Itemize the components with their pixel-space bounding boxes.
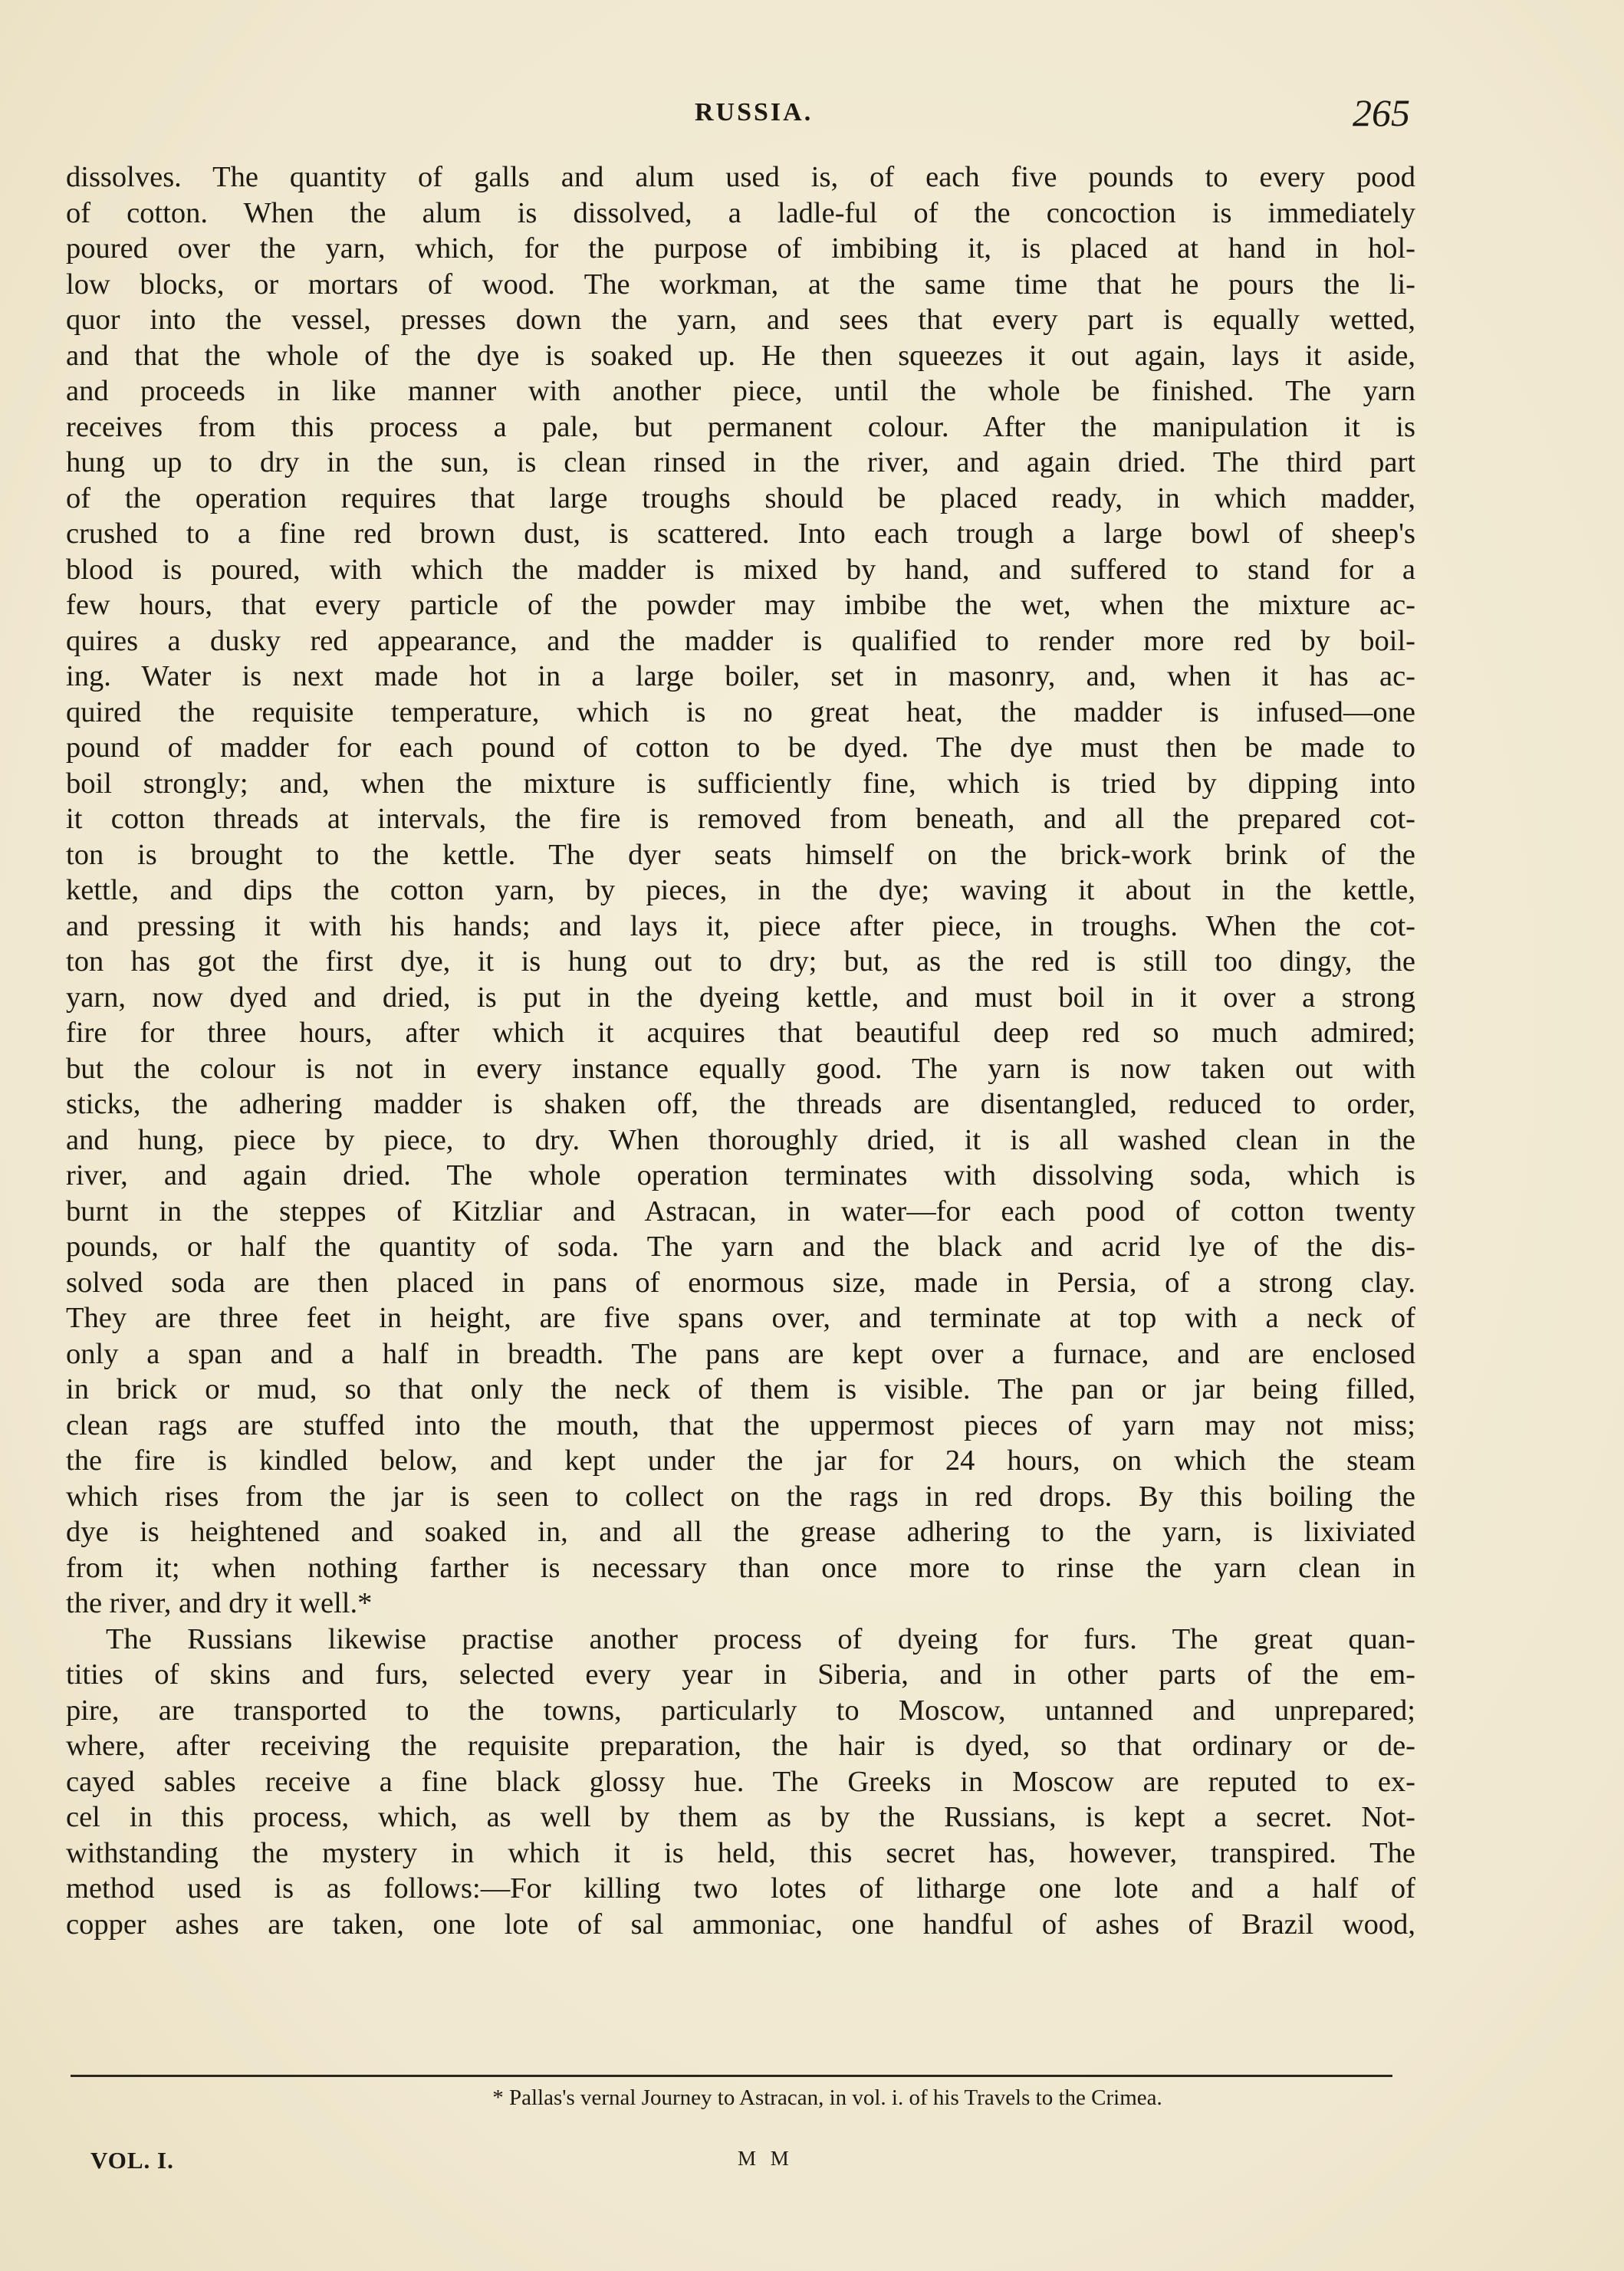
text-line: dissolves. The quantity of galls and alum used is, of each five pounds to every pood (66, 161, 1415, 193)
running-title: RUSSIA. (695, 98, 814, 127)
page-number: 265 (1353, 91, 1410, 134)
text-line: of cotton. When the alum is dissolved, a ladle-ful of the concoction is immediately (66, 196, 1415, 229)
text-line: only a span and a half in breadth. The pans are kept over a furnace, and are enclosed (66, 1337, 1415, 1370)
text-line: where, after receiving the requisite preparation, the hair is dyed, so that ordinary or de- (66, 1730, 1415, 1762)
text-line: kettle, and dips the cotton yarn, by pieces, in the dye; waving it about in the kettle, (66, 874, 1415, 906)
signature-mark: M M (738, 2147, 794, 2170)
text-line: river, and again dried. The whole operation terminates with dissolving soda, which is (66, 1159, 1415, 1191)
text-line: tities of skins and furs, selected every year in Siberia, and in other parts of the em- (66, 1658, 1415, 1691)
text-line: low blocks, or mortars of wood. The workman, at the same time that he pours the li- (66, 268, 1415, 301)
body-text (66, 159, 1415, 1942)
text-line: ton has got the first dye, it is hung out to dry; but, as the red is still too dingy, the (66, 945, 1415, 978)
text-line: it cotton threads at intervals, the fire is removed from beneath, and all the prepared cot- (66, 803, 1415, 835)
text-line: fire for three hours, after which it acquires that beautiful deep red so much admired; (66, 1017, 1415, 1049)
text-line: and hung, piece by piece, to dry. When thoroughly dried, it is all washed clean in the (66, 1123, 1415, 1156)
text-line: withstanding the mystery in which it is held, this secret has, however, transpired. The (66, 1836, 1415, 1869)
text-line: sticks, the adhering madder is shaken off, the threads are disentangled, reduced to order, (66, 1088, 1415, 1120)
text-line: solved soda are then placed in pans of enormous size, made in Persia, of a strong clay. (66, 1266, 1415, 1299)
text-line: the river, and dry it well.* (66, 1587, 373, 1619)
text-line: few hours, that every particle of the powder may imbibe the wet, when the mixture ac- (66, 589, 1415, 621)
text-line: crushed to a fine red brown dust, is scattered. Into each trough a large bowl of sheep's (66, 518, 1415, 550)
text-line: clean rags are stuffed into the mouth, that the uppermost pieces of yarn may not miss; (66, 1408, 1415, 1441)
text-line: and that the whole of the dye is soaked up. He then squeezes it out again, lays it aside, (66, 339, 1415, 372)
text-line: poured over the yarn, which, for the purpose of imbibing it, is placed at hand in hol- (66, 232, 1415, 265)
text-line: boil strongly; and, when the mixture is sufficiently fine, which is tried by dipping into (66, 767, 1415, 800)
text-line: yarn, now dyed and dried, is put in the dyeing kettle, and must boil in it over a strong (66, 981, 1415, 1014)
text-line: quires a dusky red appearance, and the madder is qualified to render more red by boil- (66, 624, 1415, 657)
text-line: and pressing it with his hands; and lays it, piece after piece, in troughs. When the cot- (66, 909, 1415, 942)
text-line: pound of madder for each pound of cotton to be dyed. The dye must then be made to (66, 731, 1415, 764)
text-line: quor into the vessel, presses down the yarn, and sees that every part is equally wetted, (66, 304, 1415, 336)
text-line: dye is heightened and soaked in, and all the grease adhering to the yarn, is lixiviated (66, 1516, 1415, 1548)
running-head (0, 90, 1624, 136)
paragraph-start-line: The Russians likewise practise another process of dyeing for furs. The great quan- (106, 1622, 1415, 1655)
text-line: pire, are transported to the towns, particularly to Moscow, untanned and unprepared; (66, 1694, 1415, 1727)
text-line: cayed sables receive a fine black glossy hue. The Greeks in Moscow are reputed to ex- (66, 1765, 1415, 1798)
text-line: copper ashes are taken, one lote of sal ammoniac, one handful of ashes of Brazil wood, (66, 1908, 1415, 1941)
footnote: * Pallas's vernal Journey to Astracan, in vol. i. of his Travels to the Crimea. (492, 2085, 1162, 2110)
text-line: from it; when nothing farther is necessary than once more to rinse the yarn clean in (66, 1551, 1415, 1584)
text-line: ton is brought to the kettle. The dyer seats himself on the brick-work brink of the (66, 838, 1415, 871)
volume-label: VOL. I. (90, 2147, 174, 2174)
text-line: ing. Water is next made hot in a large boiler, set in masonry, and, when it has ac- (66, 660, 1415, 692)
text-line: but the colour is not in every instance equally good. The yarn is now taken out with (66, 1052, 1415, 1085)
text-line: cel in this process, which, as well by them as by the Russians, is kept a secret. Not- (66, 1801, 1415, 1833)
text-line: and proceeds in like manner with another piece, until the whole be finished. The yarn (66, 375, 1415, 407)
text-line: in brick or mud, so that only the neck of them is visible. The pan or jar being filled, (66, 1373, 1415, 1405)
text-line: the fire is kindled below, and kept under the jar for 24 hours, on which the steam (66, 1444, 1415, 1477)
text-line: which rises from the jar is seen to collect on the rags in red drops. By this boiling the (66, 1480, 1415, 1513)
text-line: method used is as follows:—For killing two lotes of litharge one lote and a half of (66, 1872, 1415, 1905)
text-line: hung up to dry in the sun, is clean rinsed in the river, and again dried. The third part (66, 446, 1415, 478)
text-line: quired the requisite temperature, which is no great heat, the madder is infused—one (66, 695, 1415, 728)
text-line: blood is poured, with which the madder is mixed by hand, and suffered to stand for a (66, 553, 1415, 586)
text-line: of the operation requires that large troughs should be placed ready, in which madder, (66, 481, 1415, 514)
text-line: pounds, or half the quantity of soda. The yarn and the black and acrid lye of the dis- (66, 1231, 1415, 1263)
text-line: burnt in the steppes of Kitzliar and Astracan, in water—for each pood of cotton twenty (66, 1195, 1415, 1228)
footnote-divider (71, 2075, 1392, 2077)
text-line: receives from this process a pale, but permanent colour. After the manipulation it is (66, 410, 1415, 443)
text-line: They are three feet in height, are five spans over, and terminate at top with a neck of (66, 1302, 1415, 1334)
